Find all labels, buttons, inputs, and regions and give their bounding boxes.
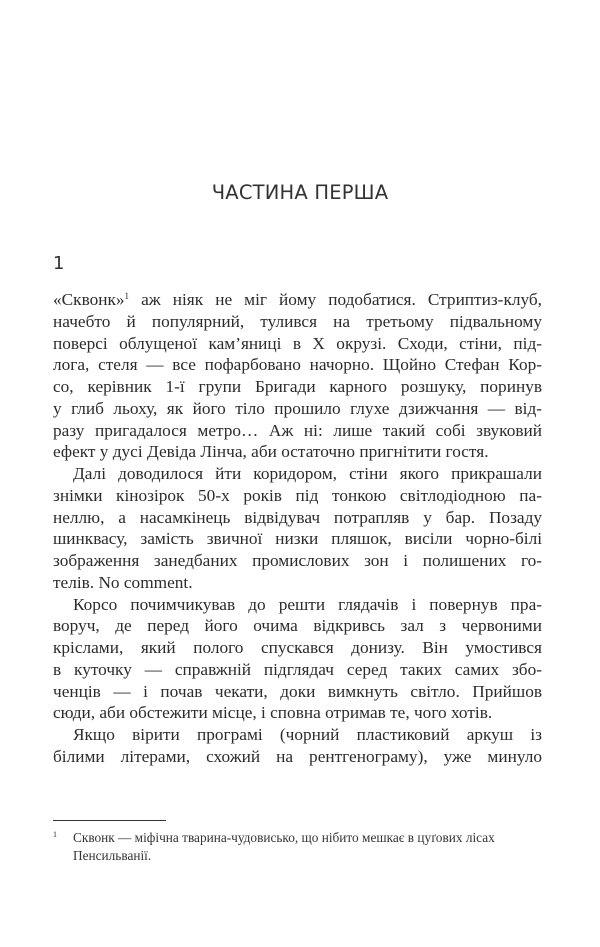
text-line: зображення занедбаних промислових зон і полишених го- — [53, 551, 542, 570]
part-title: ЧАСТИНА ПЕРША — [211, 181, 389, 204]
text-line: кріслами, який полого спускався донизу. Він умостився — [53, 638, 542, 657]
text-line: в куточку — справжній підглядач серед таких самих збо- — [53, 659, 542, 679]
text-line: ченців — і почав чекати, доки вимкнуть світло. Прийшов — [53, 681, 542, 701]
text-line: разу пригадалося метро… Аж ні: лише такий собі звуковий — [53, 420, 542, 440]
text-line: знімки кінозірок 50-х років під тонкою світлодіодною па- — [53, 485, 542, 505]
chapter-number: 1 — [53, 253, 65, 274]
text-line: ефект у дусі Девіда Лінча, аби остаточно пригнітити гостя. — [53, 442, 489, 462]
text-line: сюди, аби обстежити місце, і сповна отримав те, чого хотів. — [53, 703, 493, 723]
text-line: лога, стеля — все пофарбовано начорно. Щойно Стефан Кор- — [53, 355, 542, 375]
text-line: начебто й популярний, тулився на третьому підвальному — [53, 311, 542, 331]
text-line: у глиб льоху, як його тіло прошило глухе дзижчання — від- — [53, 398, 542, 418]
text-line: воруч, де перед його очима відкривсь зал з червоними — [53, 616, 542, 636]
footnote — [53, 829, 542, 865]
body-text — [53, 289, 542, 768]
quoted-word: «Сквонк» — [53, 290, 125, 309]
text-line: телів. No comment. — [53, 572, 193, 592]
text-line: Далі доводилося йти коридором, стіни якого прикрашали — [73, 464, 542, 483]
text-line: поверсі облущеної кам’яниці в X окрузі. Сходи, стіни, під- — [53, 333, 542, 353]
text-run: аж ніяк не міг йому подобатися. Стриптиз-клуб, — [129, 290, 542, 309]
text-line: Корсо почимчикував до решти глядачів і повернув пра- — [73, 594, 542, 614]
text-line: со, керівник 1-ї групи Бригади карного розшуку, поринув — [53, 377, 542, 396]
footnote-mark: 1 — [53, 830, 57, 839]
text-line — [53, 289, 542, 311]
text-line: білими літерами, схожий на рентгенограму), уже минуло — [53, 746, 542, 766]
footnote-reference[interactable]: 1 — [124, 291, 130, 301]
text-line: шинквасу, замість звичної низки пляшок, висіли чорно-білі — [53, 529, 542, 549]
text-line: неллю, а насамкінець відвідувач потрапляв у бар. Позаду — [53, 507, 542, 527]
text-line: Якщо вірити програмі (чорний пластиковий аркуш із — [73, 725, 542, 744]
footnote-text: Сквонк — міфічна тварина-чудовисько, що нібито мешкає в цуґових лісах Пенсильванії. — [73, 830, 495, 863]
footnote-divider — [53, 820, 166, 821]
